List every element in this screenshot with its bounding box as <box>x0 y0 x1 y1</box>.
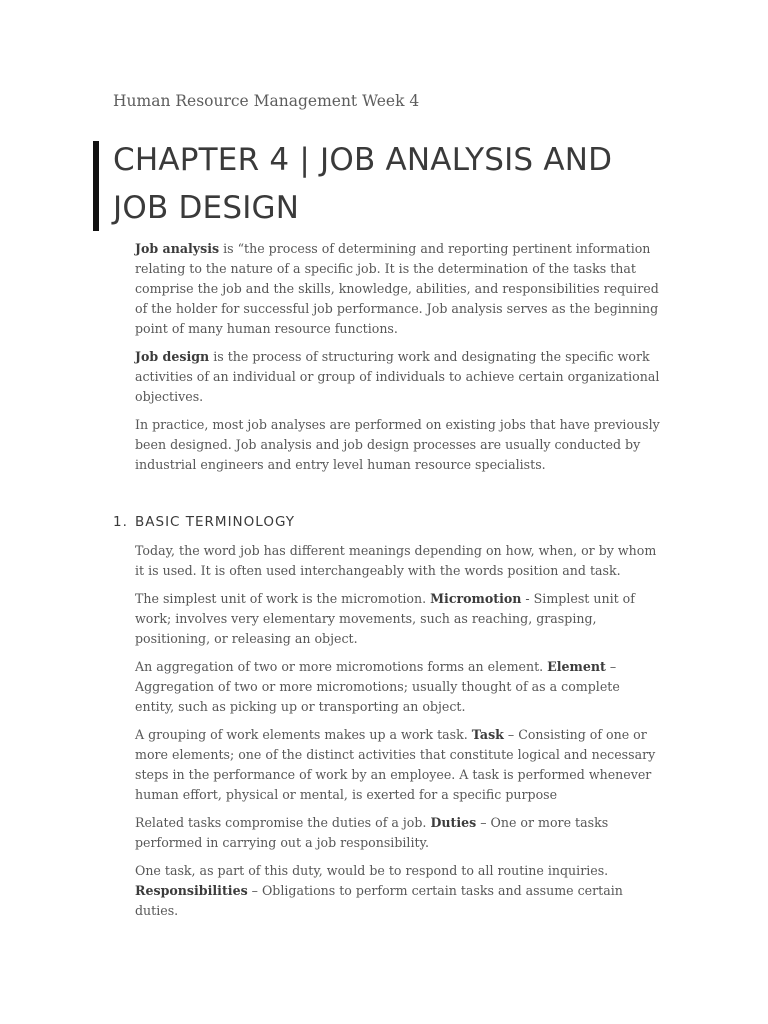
element-intro: An aggregation of two or more micromotions forms an element. <box>135 659 548 674</box>
micromotion-definition: - Simplest unit of work; involves very elementary movements, such as reaching, grasping, positioning, or releasing an object. <box>135 591 635 646</box>
section-number: 1. <box>113 514 128 530</box>
job-analysis-term: Job analysis <box>135 241 220 256</box>
task-term: Task <box>471 727 504 742</box>
job-design-paragraph <box>135 347 660 407</box>
job-design-definition: is the process of structuring work and designating the specific work activities of an individual or group of individuals to achieve certain organizational objectives. <box>135 349 660 404</box>
duties-paragraph <box>135 813 660 853</box>
task-definition: – Consisting of one or more elements; one of the distinct activities that constitute logical and necessary steps in the performance of work by an employee. A task is performed whenever human effort, physical or mental, is exerted for a specific purpose <box>135 727 656 802</box>
micromotion-paragraph <box>135 589 660 649</box>
responsibilities-term: Responsibilities <box>135 883 248 898</box>
job-design-term: Job design <box>135 349 210 364</box>
element-term: Element <box>547 659 606 674</box>
element-definition: – Aggregation of two or more micromotions; usually thought of as a complete entity, such as picking up or transporting an object. <box>135 659 620 714</box>
responsibilities-intro: One task, as part of this duty, would be to respond to all routine inquiries. <box>135 863 609 878</box>
duties-definition: – One or more tasks performed in carrying out a job responsibility. <box>135 815 609 850</box>
element-paragraph <box>135 657 660 717</box>
title-accent-bar <box>93 141 99 231</box>
duties-term: Duties <box>430 815 477 830</box>
duties-intro: Related tasks compromise the duties of a job. <box>135 815 431 830</box>
basic-terminology-section <box>135 541 660 929</box>
responsibilities-paragraph <box>135 861 660 921</box>
section-heading-text: BASIC TERMINOLOGY <box>135 514 295 530</box>
page-header: Human Resource Management Week 4 <box>113 92 420 110</box>
job-analysis-definition: is “the process of determining and reporting pertinent information relating to the nature of a specific job. It is the determination of the tasks that comprise the job and the skills, knowledge, abilities, and responsibilities required of the holder for successful job performance. Job analysis serves as the beginning point of many human resource functions. <box>135 241 659 336</box>
responsibilities-definition: – Obligations to perform certain tasks and assume certain duties. <box>135 883 623 918</box>
section-heading-basic-terminology <box>113 514 295 530</box>
chapter-title-line-2: JOB DESIGN <box>113 190 300 226</box>
micromotion-term: Micromotion <box>430 591 522 606</box>
chapter-title <box>113 136 733 232</box>
intro-section <box>135 239 660 483</box>
task-intro: A grouping of work elements makes up a work task. <box>135 727 472 742</box>
chapter-title-line-1: CHAPTER 4 | JOB ANALYSIS AND <box>113 142 613 178</box>
task-paragraph <box>135 725 660 805</box>
micromotion-intro: The simplest unit of work is the micromotion. <box>135 591 431 606</box>
job-analysis-paragraph <box>135 239 660 339</box>
job-word-paragraph: Today, the word job has different meanings depending on how, when, or by whom it is used. It is often used interchangeably with the words position and task. <box>135 543 657 578</box>
practice-paragraph: In practice, most job analyses are performed on existing jobs that have previously been designed. Job analysis and job design processes are usually conducted by industrial engineers and entry level human resource specialists. <box>135 417 660 472</box>
